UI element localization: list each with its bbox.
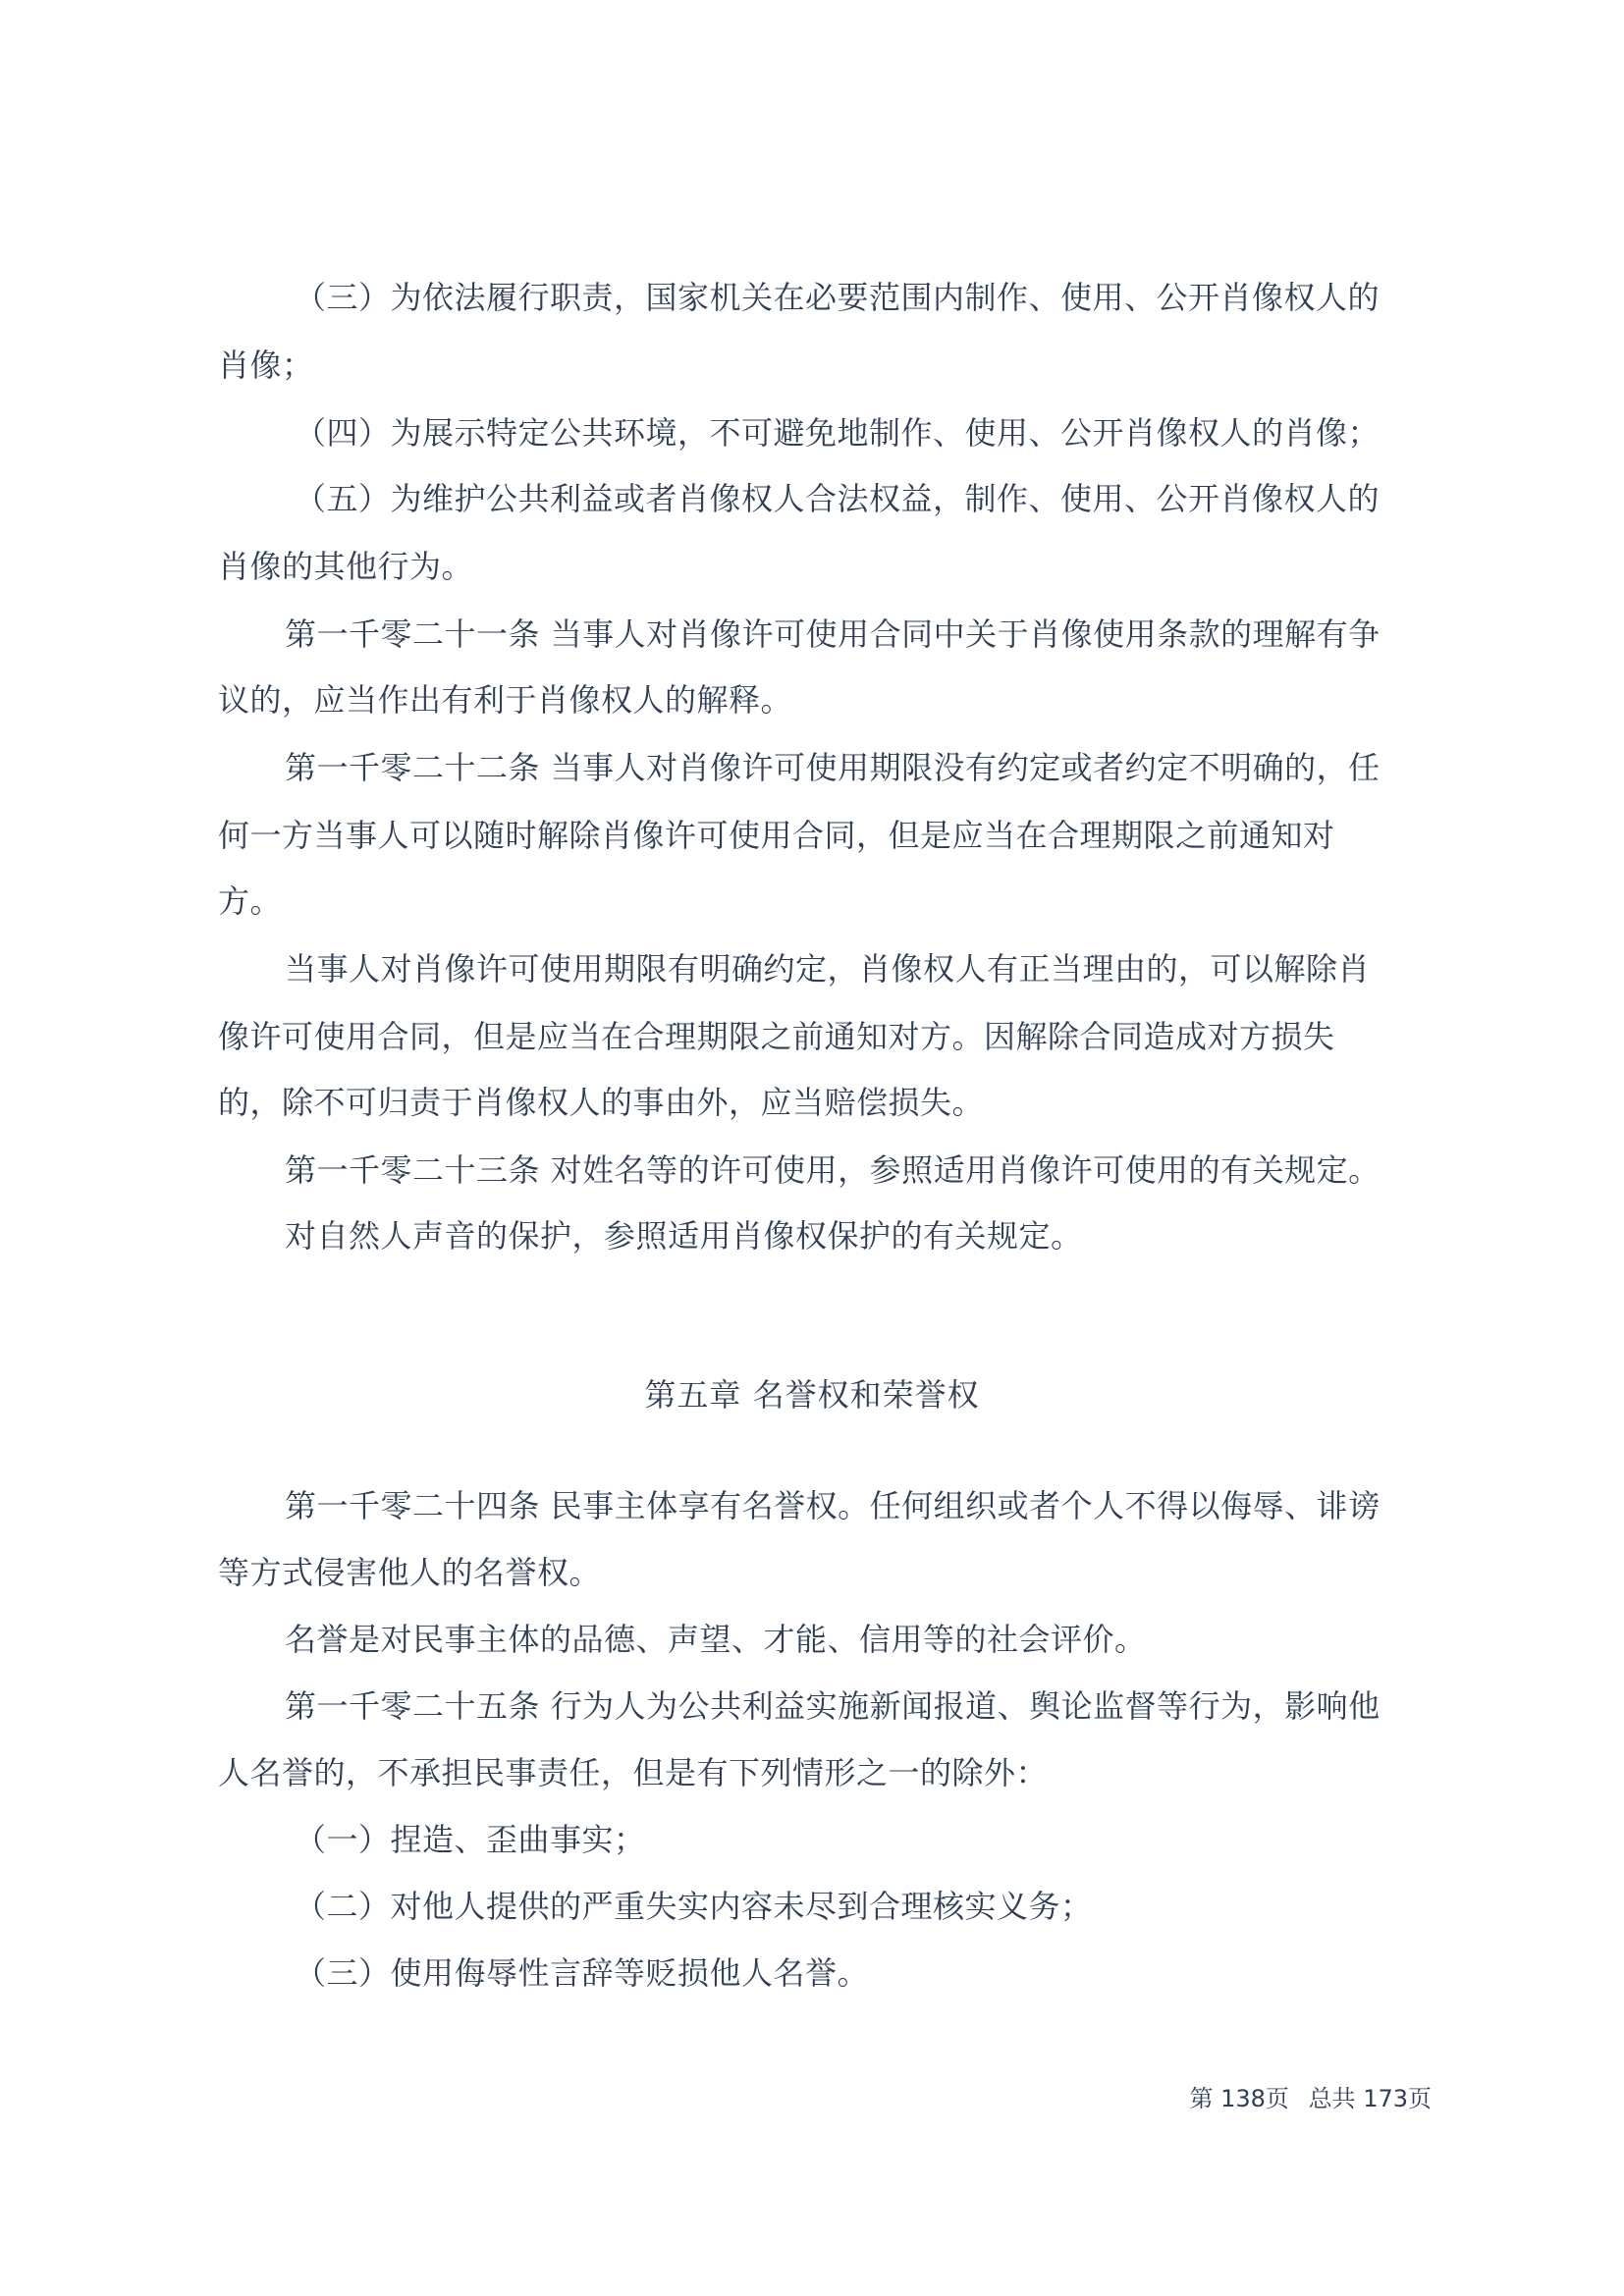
paragraph-line: 肖像的其他行为。 [218, 548, 474, 585]
paragraph-line: 当事人对肖像许可使用期限有明确约定，肖像权人有正当理由的，可以解除肖 [285, 950, 1371, 988]
paragraph-line: （二）对他人提供的严重失实内容未尽到合理核实义务； [295, 1888, 1093, 1925]
paragraph-line: 第一千零二十二条 当事人对肖像许可使用期限没有约定或者约定不明确的，任 [285, 749, 1380, 786]
paragraph-line: 第一千零二十三条 对姓名等的许可使用，参照适用肖像许可使用的有关规定。 [285, 1151, 1380, 1189]
paragraph-line: 第一千零二十一条 当事人对肖像许可使用合同中关于肖像使用条款的理解有争 [285, 615, 1380, 653]
paragraph-line: 第一千零二十五条 行为人为公共利益实施新闻报道、舆论监督等行为，影响他 [285, 1687, 1380, 1725]
page-footer [1189, 2084, 1432, 2113]
chapter-heading: 第五章 名誉权和荣誉权 [644, 1376, 980, 1414]
paragraph-line: 第一千零二十四条 民事主体享有名誉权。任何组织或者个人不得以侮辱、诽谤 [285, 1487, 1380, 1524]
paragraph-line: 何一方当事人可以随时解除肖像许可使用合同，但是应当在合理期限之前通知对 [218, 817, 1335, 854]
paragraph-line: 人名誉的，不承担民事责任，但是有下列情形之一的除外： [218, 1754, 1049, 1791]
paragraph-line: （四）为展示特定公共环境，不可避免地制作、使用、公开肖像权人的肖像； [295, 414, 1380, 452]
paragraph-line: 方。 [218, 882, 283, 920]
paragraph-line: （五）为维护公共利益或者肖像权人合法权益，制作、使用、公开肖像权人的 [295, 480, 1380, 517]
paragraph-line: 等方式侵害他人的名誉权。 [218, 1554, 602, 1591]
paragraph-line: 肖像； [218, 347, 314, 384]
paragraph-line: 议的，应当作出有利于肖像权人的解释。 [218, 681, 793, 719]
paragraph-line: 名誉是对民事主体的品德、声望、才能、信用等的社会评价。 [285, 1621, 1147, 1658]
paragraph-line: （三）使用侮辱性言辞等贬损他人名誉。 [295, 1954, 870, 1992]
page-total: 总共 173页 [1308, 2085, 1432, 2112]
paragraph-line: 对自然人声音的保护，参照适用肖像权保护的有关规定。 [285, 1217, 1083, 1255]
paragraph-line: （三）为依法履行职责，国家机关在必要范围内制作、使用、公开肖像权人的 [295, 279, 1380, 316]
page-number: 第 138页 [1189, 2085, 1289, 2112]
paragraph-line: （一）捏造、歪曲事实； [295, 1821, 646, 1858]
paragraph-line: 的，除不可归责于肖像权人的事由外，应当赔偿损失。 [218, 1084, 985, 1121]
paragraph-line: 像许可使用合同，但是应当在合理期限之前通知对方。因解除合同造成对方损失 [218, 1018, 1335, 1055]
